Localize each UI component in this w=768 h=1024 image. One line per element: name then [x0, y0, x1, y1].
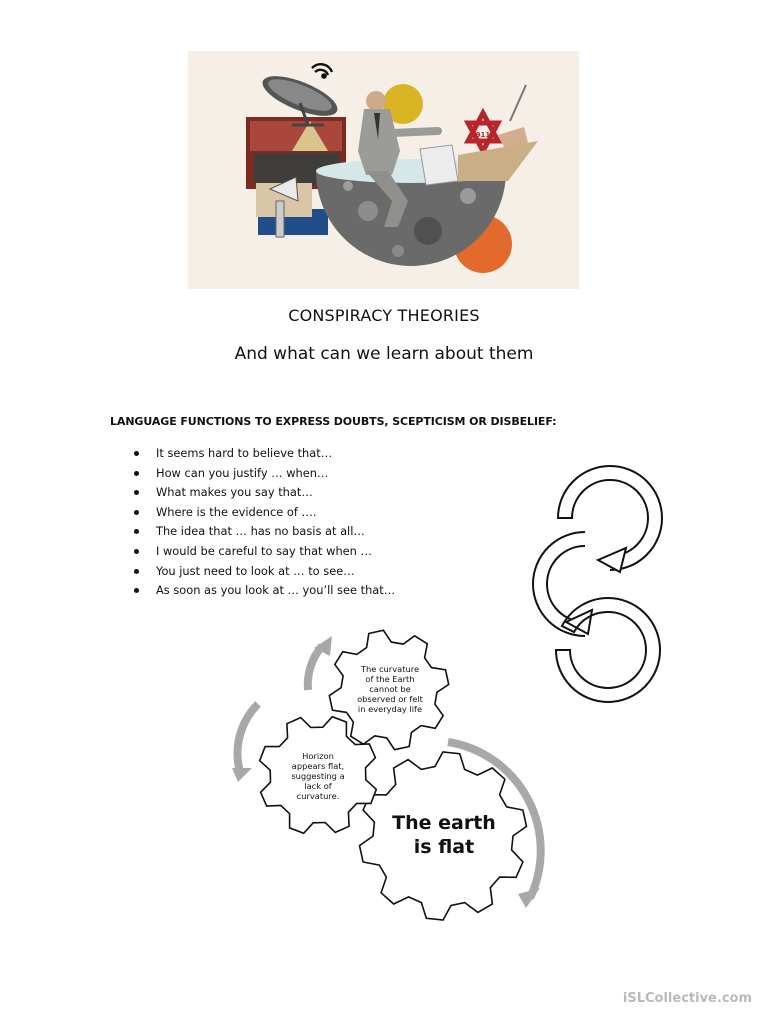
top-gear-text [340, 664, 440, 714]
gear-text-line: cannot be [369, 684, 411, 694]
gear-text-line: The earth [392, 812, 496, 834]
gear-text-line: curvature. [296, 791, 340, 801]
main-gear-text [386, 811, 502, 859]
list-item: Where is the evidence of …. [156, 503, 395, 523]
gear-text-line: Horizon [302, 751, 334, 761]
gear-text-line: lack of [304, 781, 332, 791]
circular-arrows-icon [533, 466, 662, 702]
list-item: The idea that … has no basis at all… [156, 522, 395, 542]
list-item: It seems hard to believe that… [156, 444, 395, 464]
gear-text-line: in everyday life [357, 704, 423, 714]
gear-text-line: suggesting a [291, 771, 345, 781]
badge-label: 911 [475, 131, 491, 139]
arrow-left [238, 704, 258, 772]
gear-text-line: observed or felt [357, 694, 423, 704]
list-item: As soon as you look at … you’ll see that… [156, 581, 395, 601]
watermark: iSLCollective.com [622, 991, 752, 1006]
gear-text-line: The curvature [360, 664, 420, 674]
gear-text-line: is flat [413, 836, 475, 858]
page-subtitle: And what can we learn about them [234, 344, 534, 364]
list-item: I would be careful to say that when … [156, 542, 395, 562]
page-title: CONSPIRACY THEORIES [288, 306, 480, 325]
list-item: You just need to look at … to see… [156, 562, 395, 582]
gear-text-line: of the Earth [365, 674, 415, 684]
left-gear-text [278, 751, 358, 801]
language-functions-heading: LANGUAGE FUNCTIONS TO EXPRESS DOUBTS, SCEPTICISM OR DISBELIEF: [110, 415, 557, 428]
list-item: What makes you say that… [156, 483, 395, 503]
gear-text-line: appears flat, [291, 761, 345, 771]
arrow-top-left [308, 646, 322, 690]
list-item: How can you justify … when… [156, 464, 395, 484]
